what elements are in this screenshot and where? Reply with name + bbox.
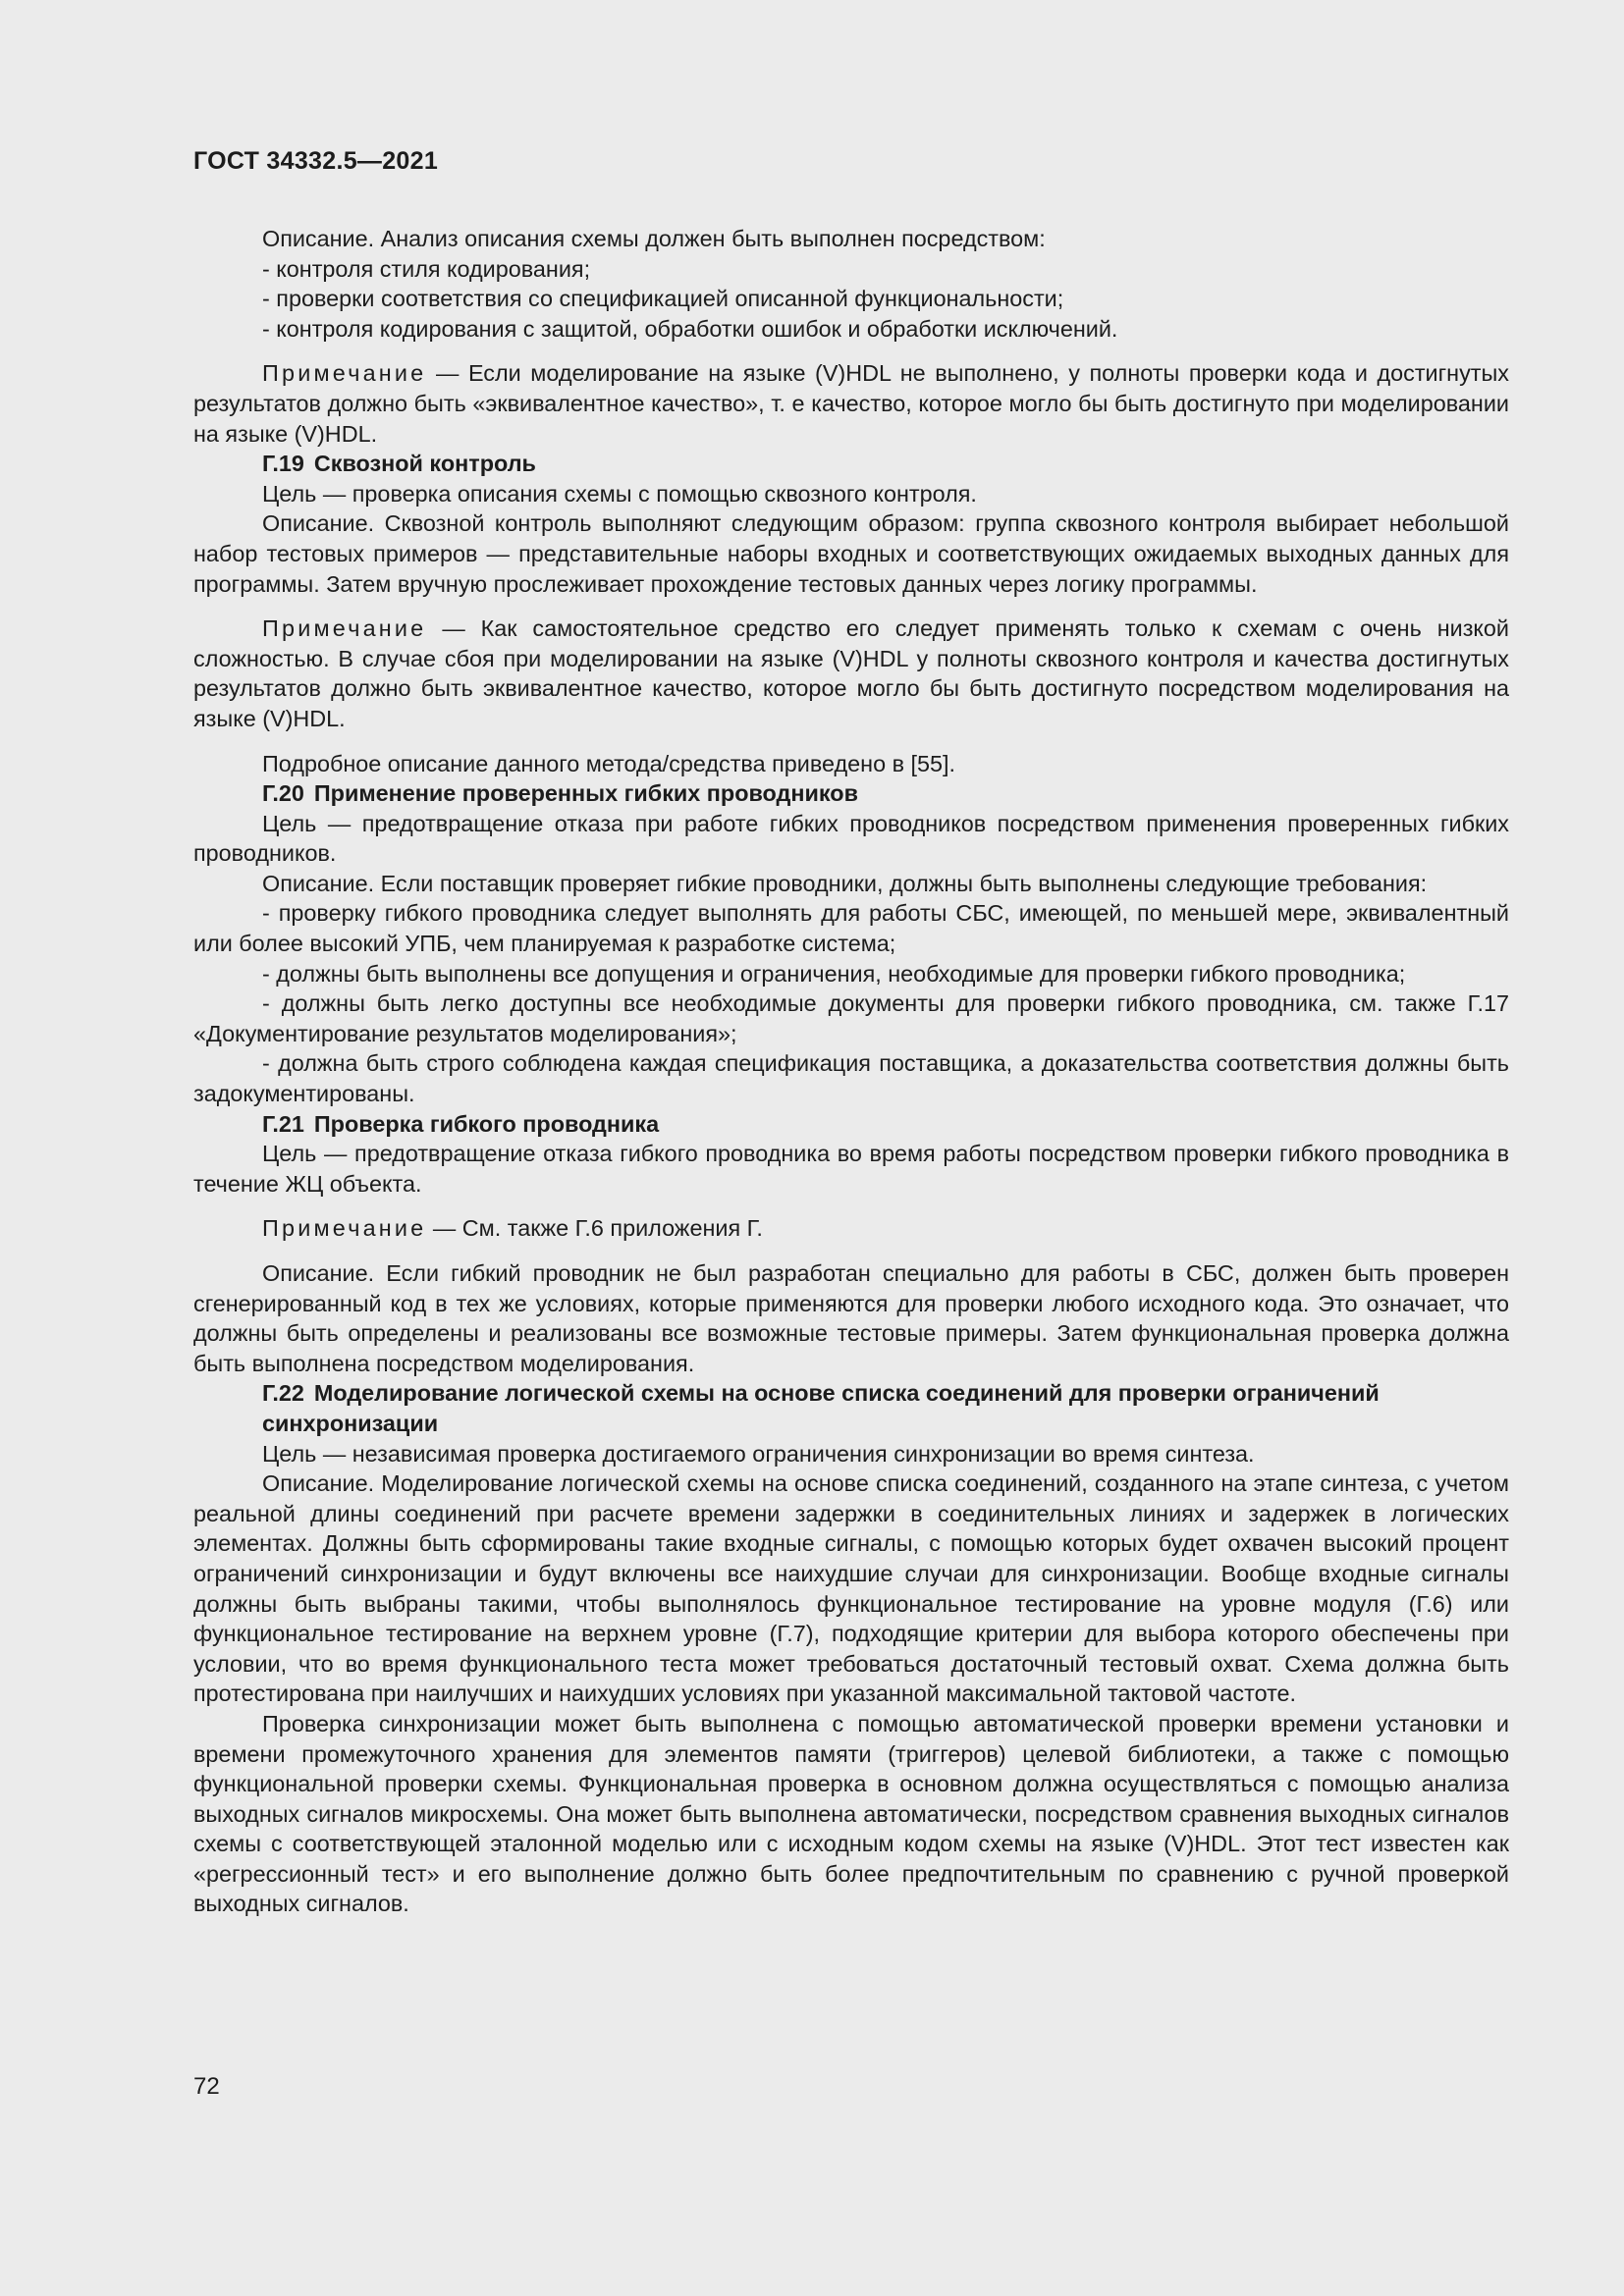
list-item: - проверки соответствия со спецификацией описанной функциональности; — [262, 286, 1064, 312]
page-number: 72 — [193, 2073, 220, 2100]
list-item: - контроля кодирования с защитой, обработки ошибок и обработки исключений. — [262, 315, 1118, 342]
g19-note — [193, 614, 1509, 733]
g18-description: Описание. Анализ описания схемы должен быть выполнен посредством: — [262, 226, 1046, 251]
g20-goal: Цель — предотвращение отказа при работе гибких проводников посредством применения проверенных гибких проводников. — [193, 810, 1509, 867]
section-title: Проверка гибкого проводника — [313, 1110, 660, 1137]
section-number: Г.22 — [262, 1380, 304, 1407]
section-number: Г.19 — [262, 451, 304, 477]
g22-goal: Цель — независимая проверка достигаемого ограничения синхронизации во время синтеза. — [262, 1440, 1255, 1467]
g20-description: Описание. Если поставщик проверяет гибкие проводники, должны быть выполнены следующие требования: — [262, 870, 1428, 896]
section-title: Применение проверенных гибких проводников — [313, 780, 858, 807]
note-label: Примечание — [262, 615, 427, 642]
section-title: Моделирование логической схемы на основе списка соединений для проверки ограничений синхронизации — [262, 1380, 1380, 1436]
section-heading-g22 — [193, 1378, 1509, 1438]
list-item: - проверку гибкого проводника следует выполнять для работы СБС, имеющей, по меньшей мере, эквивалентный или более высокий УПБ, чем планируемая к разработке система; — [193, 900, 1509, 957]
g21-note — [193, 1213, 1509, 1244]
list-item: - должны быть выполнены все допущения и ограничения, необходимые для проверки гибкого проводника; — [262, 960, 1406, 987]
section-number: Г.21 — [262, 1110, 304, 1137]
section-number: Г.20 — [262, 780, 304, 807]
note-label: Примечание — [262, 1215, 427, 1242]
note-text: — Если моделирование на языке (V)HDL не выполнено, у полноты проверки кода и достигнутых результатов должно быть «эквивалентное качество», т. е качество, которое могло бы быть достигнуто при моделировании на языке (V)HDL. — [193, 360, 1509, 447]
g21-description: Описание. Если гибкий проводник не был разработан специально для работы в СБС, должен быть проверен сгенерированный код в тех же условиях, которые применяются для проверки любого исходного кода. Это означает, что должны быть определены и реализованы все возможные тестовые примеры. Затем функциональная проверка должна быть выполнена посредством моделирования. — [193, 1260, 1509, 1376]
section-heading-g20 — [193, 778, 1509, 809]
note-text: — Как самостоятельное средство его следует применять только к схемам с очень низкой сложностью. В случае сбоя при моделировании на языке (V)HDL у полноты сквозного контроля и качества достигнутых результатов должно быть эквивалентное качество, которое могло бы быть достигнуто посредством моделирования на языке (V)HDL. — [193, 615, 1509, 731]
g22-description: Описание. Моделирование логической схемы на основе списка соединений, созданного на этапе синтеза, с учетом реальной длины соединений при расчете времени задержки в соединительных линиях и задержек в логических элементах. Должны быть сформированы такие входные сигналы, с помощью которых будет охвачен высокий процент ограничений синхронизации и будут включены все наихудшие случаи для синхронизации. Вообще входные сигналы должны быть выбраны такими, чтобы выполнялось функциональное тестирование на уровне модуля (Г.6) или функциональное тестирование на верхнем уровне (Г.7), подходящие критерии для выбора которого обеспечены при условии, что во время функционального теста может требоваться достаточный тестовый охват. Схема должна быть протестирована при наилучших и наихудших условиях при указанной максимальной тактовой частоте. — [193, 1470, 1509, 1707]
section-heading-g19 — [193, 449, 1509, 479]
note-text: — См. также Г.6 приложения Г. — [426, 1215, 763, 1242]
list-item: - должны быть легко доступны все необходимые документы для проверки гибкого проводника, см. также Г.17 «Документирование результатов моделирования»; — [193, 990, 1509, 1046]
section-title: Сквозной контроль — [313, 451, 536, 477]
g19-reference: Подробное описание данного метода/средства приведено в [55]. — [262, 750, 956, 776]
section-heading-g21 — [193, 1109, 1509, 1140]
document-code-header: ГОСТ 34332.5—2021 — [193, 147, 439, 175]
g19-goal: Цель — проверка описания схемы с помощью сквозного контроля. — [262, 480, 977, 507]
g19-description: Описание. Сквозной контроль выполняют следующим образом: группа сквозного контроля выбирает небольшой набор тестовых примеров — представительные наборы входных и соответствующих ожидаемых выходных данных для программы. Затем вручную прослеживает прохождение тестовых данных через логику программы. — [193, 510, 1509, 597]
g21-goal: Цель — предотвращение отказа гибкого проводника во время работы посредством проверки гибкого проводника в течение ЖЦ объекта. — [193, 1141, 1509, 1197]
list-item: - должна быть строго соблюдена каждая спецификация поставщика, а доказательства соответствия должны быть задокументированы. — [193, 1050, 1509, 1107]
g18-note — [193, 358, 1509, 449]
page-content — [193, 224, 1509, 1919]
note-label: Примечание — [262, 360, 427, 387]
list-item: - контроля стиля кодирования; — [262, 255, 591, 282]
g22-verification: Проверка синхронизации может быть выполнена с помощью автоматической проверки времени установки и времени промежуточного хранения для элементов памяти (триггеров) целевой библиотеки, а также с помощью функциональной проверки схемы. Функциональная проверка в основном должна осуществляться с помощью анализа выходных сигналов микросхемы. Она может быть выполнена автоматически, посредством сравнения выходных сигналов схемы с соответствующей эталонной моделью или с исходным кодом схемы на языке (V)HDL. Этот тест известен как «регрессионный тест» и его выполнение должно быть более предпочтительным по сравнению с ручной проверкой выходных сигналов. — [193, 1710, 1509, 1917]
